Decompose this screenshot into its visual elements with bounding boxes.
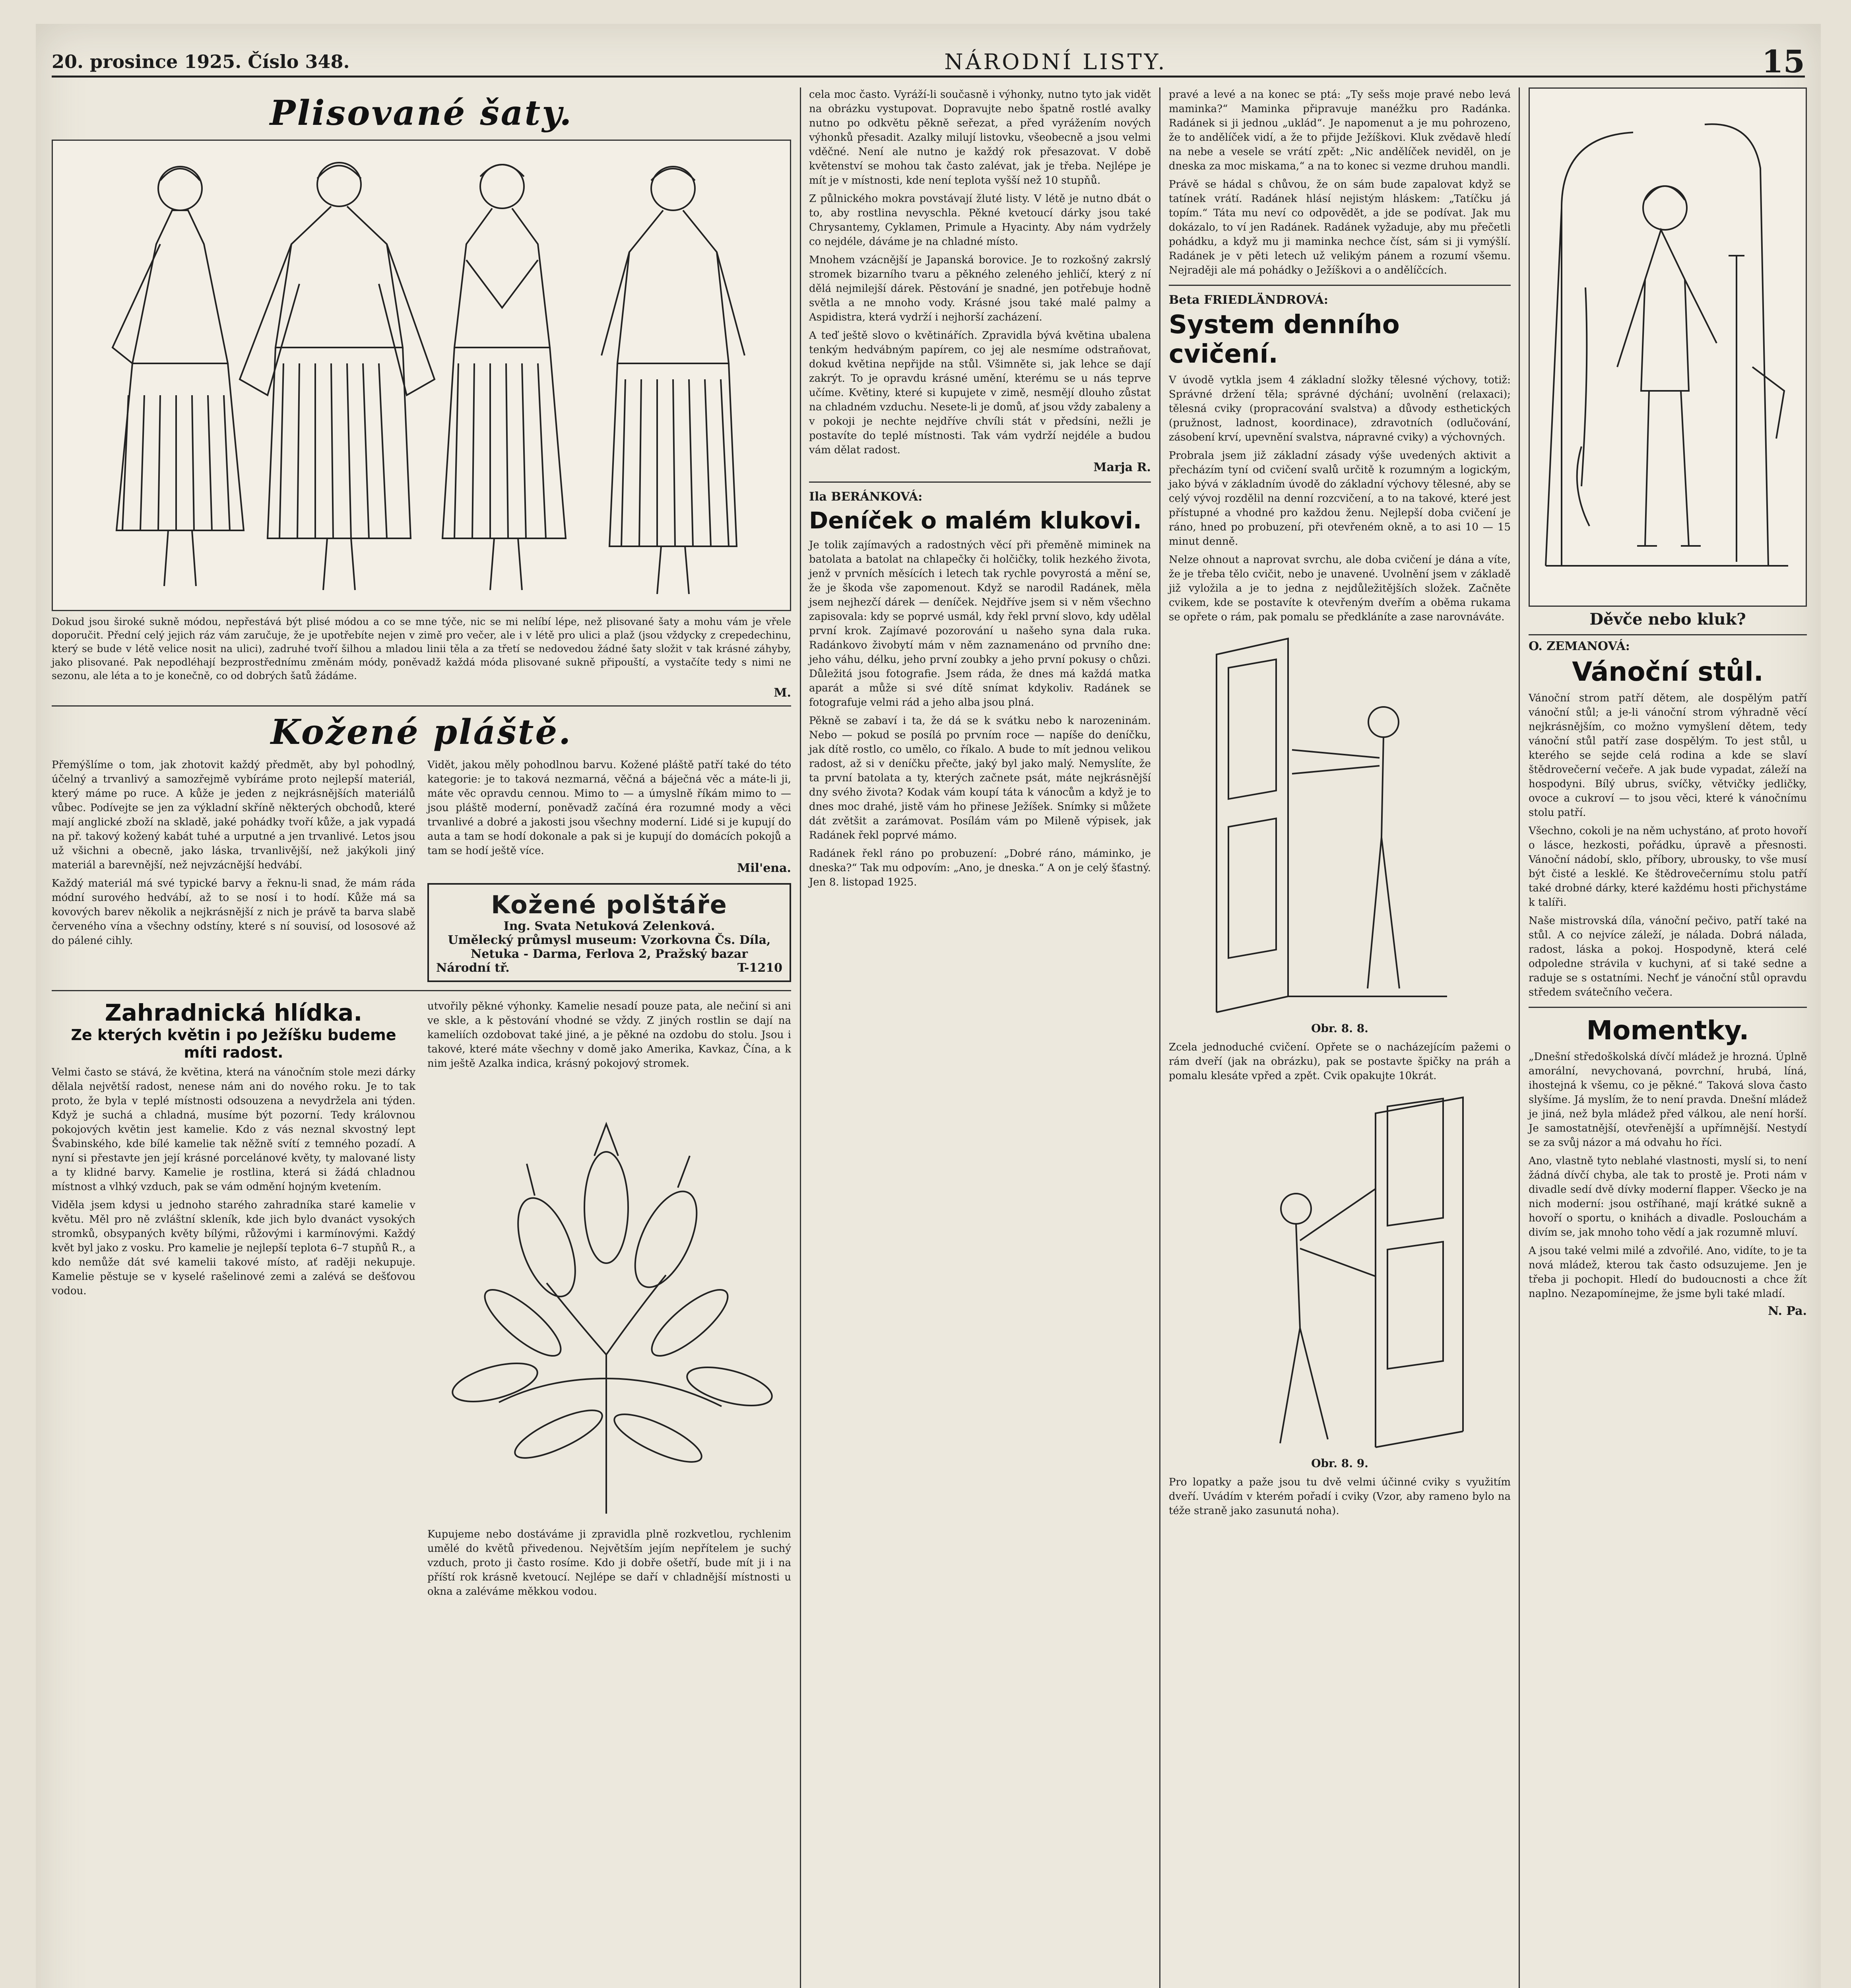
divider xyxy=(52,705,791,707)
zahradnicka-section xyxy=(52,999,791,1599)
newspaper-title: NÁRODNÍ LISTY. xyxy=(944,49,1167,74)
col3-text-a: cela moc často. Vyráží-li současně i výhonky, nutno tyto jak vidět na obrázku vystupovat. Dopravujte nebo špatně rostlé avalky nutno po odkvětu pěkně seřezat, a před vyrážením nových výhonků přesadit. Azalky milují listovku, všeobecně a jsou velmi vděčné. Není ale nutno je každý rok přesazovat. V době květenství se mohou tak často zalévat, jak je třeba. Nejlépe je mít je v místnosti, kde není teplota vyšší než 10 stupňů. xyxy=(809,89,1151,186)
system-text-4: Zcela jednoduché cvičení. Opřete se o nacházejícím pažemi o rám dveří (jak na obrázku), pak se postavte špičky na práh a pomalu klesáte vpřed a zpět. Cvik opakujte 10krát. xyxy=(1169,1041,1511,1082)
ad-line-4: Národní tř. xyxy=(436,961,510,975)
system-author: Beta FRIEDLÄNDROVÁ: xyxy=(1169,293,1328,307)
ad-line-2: Umělecký průmysl museum: Vzorkovna Čs. Díla, xyxy=(448,933,771,947)
headline-momentky: Momentky. xyxy=(1586,1015,1749,1046)
ad-title: Kožené polštáře xyxy=(491,890,728,919)
ad-footer xyxy=(436,961,782,975)
kozene-signature: Mil'ena. xyxy=(737,861,791,875)
advertisement-kozene-polstare xyxy=(427,883,791,982)
momentky-text-3: A jsou také velmi milé a zdvořilé. Ano, vidíte, to je ta nová mládež, kterou tak často odsuzujeme. Jen je třeba ji pochopit. Hledí do budoucnosti a chce žít naplno. Nezapomínejme, že jsme byli také mladí. xyxy=(1529,1245,1807,1300)
kozene-text-b: Vidět, jakou měly pohodlnou barvu. Kožené pláště patří také do této kategorie: je to taková nezmarná, věčná a báječná věc a máte-li ji, máte věc opravdu cennou. Mimo to — a úmyslně říkám mimo to — jsou pláště moderní, poněvadž začíná éra rozumné mody a věci trvanlivé a dobré a jakosti jsou všechny moderní. Lidé si je kupují do auta a tam se hodí dokonale a pak si je kupují do domácích pokojů a tam se hodí ještě více. xyxy=(427,759,791,857)
kozene-text-a: Přemýšlíme o tom, jak zhotovit každý předmět, aby byl pohodlný, účelný a trvanlivý a samozřejmě vybíráme proto nejlepší materiál, který máme po ruce. A kůže je jeden z nejkrásnějších materiálů vůbec. Podívejte se jen za výkladní skříně některých obchodů, které mají anglické zboží na skladě, jaké pohádky tvoří kůže, a jak vypadá na př. takový kožený kabát tuhé a urputné a jen trvanlivé. Letos jsou už všichni a obecně, jako láska, trvanlivější, než jakýkoli jiný materiál a barevnější, než nejvzácnější hedvábí. xyxy=(52,759,415,871)
column-rule xyxy=(1519,87,1520,1988)
zahradnicka-text-2: Viděla jsem kdysi u jednoho starého zahradníka staré kamelie v květu. Měl pro ně zvláštní skleník, kde jich bylo dvanáct vysokých stromků, obsypaných květy bílými, růžovými i karmínovými. Každý květ byl jako z vosku. Pro kamelie je nejlepší teplota 6–7 stupňů R., a kdo nemůže dát své kamelii takové místo, ať raději nekupuje. Kamelie pěstuje se v kyselé rašelinové zemi a zalévá se dešťovou vodou. xyxy=(52,1199,415,1297)
col4-text-b: Právě se hádal s chůvou, že on sám bude zapalovat když se tatínek vrátí. Radánek hlásí nejistým hláskem: „Tatíčku já topím.“ Táta mu neví co odpovědět, a jde se podívat. Jak mu dokázalo, to ví jen Radánek. Radánek vyžaduje, aby mu přečetli pohádku, a když mu ji maminka nechce číst, sám si ji vymýšlí. Radánek je v pěti letech už velikým pánem a rozumí všemu. Nejraději ale má pohádky o Ježíškovi a o andělíčcích. xyxy=(1169,179,1511,276)
col4-text-a: pravé a levé a na konec se ptá: „Ty sešs moje pravé nebo levá maminka?“ Maminka připravuje manéžku pro Radánka. Radánek si ji jednou „uklád“. Je napomenut a je mu pohrozeno, že to andělíček vidí, a že to přijde Ježíškovi. Kluk zvědavě hledí na nebe a vesele se vrátí zpět: „Nic andělíček neviděl, on je dneska za moc miskama,“ a na to konec si vezme druhou mandli. xyxy=(1169,89,1511,172)
newspaper-page xyxy=(36,24,1821,1988)
column-rule xyxy=(800,87,801,1988)
azalea-illustration xyxy=(427,1076,791,1522)
vanocni-text: Vánoční strom patří dětem, ale dospělým patří vánoční stůl; a je-li vánoční strom výhradně věcí nejkrásnějším, co možno vymyšlení dětem, tedy vánoční stůl patří zase dospělým. To jest stůl, u kterého se sejde celá rodina a kde se slaví štědrovečerní večeře. A jak bude vypadat, záleží na hospodyni. Bílý ubrus, svíčky, větvičky jedličky, ovoce a cukroví — to jsou věci, které k vánočnímu stolu patří. xyxy=(1529,692,1807,819)
momentky-signature: N. Pa. xyxy=(1768,1304,1807,1318)
deniceck-author: Ila BERÁNKOVÁ: xyxy=(809,490,923,504)
system-text: V úvodě vytkla jsem 4 základní složky tělesné výchovy, totiž: Správné držení těla; správné dýchání; uvolnění (relaxaci); tělesná cviky (propracování svalstva) a důvody esthetických (pružnost, ladnost, koordinace), zdravotních (odlučování, zásobení krví, upevnění svalstva, nápravné cviky) a výchovných. xyxy=(1169,374,1511,443)
col3-signature: Marja R. xyxy=(1093,460,1151,474)
kozene-text-c: Každý materiál má své typické barvy a řeknu-li snad, že mám ráda módní surového hedvábí, až to se nosí i to hodí. Kůže má sa kovových barev několik a nejkrásnější z nich je právě ta barva slabě červeného vína a všechny odstíny, které s ní souvisí, od lososové až do pálené cihly. xyxy=(52,878,415,947)
pleated-dresses-drawing xyxy=(53,141,790,608)
divider xyxy=(52,990,791,991)
fashion-illustration xyxy=(52,140,791,611)
azalea-plant-drawing xyxy=(427,1076,791,1522)
column-5 xyxy=(1529,87,1807,1318)
column-rule xyxy=(1159,87,1160,1988)
divider xyxy=(1529,1007,1807,1008)
system-text-3: Nelze ohnout a naprovat svrchu, ale doba cvičení je dána a víte, že je třeba tělo cvičit, nebo je unavené. Uvolnění jsem v základě již vyložila a je to jedna z nejdůležitějších složek. Začněte cvikem, kde se postavíte k otevřeným dveřím a oběma rukama se opřete o rám, pak pomalu se předkláníte a zase narovnáváte. xyxy=(1169,554,1511,623)
headline-system: System denního cvičení. xyxy=(1169,310,1400,369)
figure-1-label: Obr. 8. 8. xyxy=(1311,1022,1368,1035)
vanocni-text-2: Všechno, cokoli je na něm uchystáno, ať proto hovoří o lásce, hezkosti, pořádku, úpravě a přesnosti. Vánoční nádobí, sklo, příbory, ubrousky, to vše musí být čisté a lesklé. Ke štědrovečernímu stolu patří také drobné dárky, které každému hosti přichystáme k talíři. xyxy=(1529,825,1807,909)
plisovane-signature: M. xyxy=(774,686,791,700)
kozene-body xyxy=(52,758,791,982)
ad-firm: Ing. Svata Netuková Zelenková. xyxy=(503,919,715,933)
headline-plisovane: Plisované šaty. xyxy=(270,93,573,133)
cartoon-illustration xyxy=(1529,87,1807,607)
ad-phone: T-1210 xyxy=(737,961,782,975)
page-number: 15 xyxy=(1762,43,1805,80)
headline-kozene: Kožené pláště. xyxy=(270,712,572,752)
exercise-figure-2 xyxy=(1169,1089,1511,1471)
system-text-5: Pro lopatky a paže jsou tu dvě velmi účinné cviky s využitím dveří. Uvádím v kterém pořadí i cviky (Vzor, aby rameno bylo na téže straně jako zasunutá noha). xyxy=(1169,1476,1511,1517)
momentky-text: „Dnešní středoškolská dívčí mládež je hrozná. Úplně amorální, nevychovaná, povrchní, hrubá, líná, ihostejná k všemu, co je pěkné.“ Taková slova často slyšíme. Já myslím, že to není pravda. Dnešní mládež je jiná, než byla mládež před válkou, ale není horší. Je samostatnější, otevřenější a upřímnější. Nestydí se za svůj názor a má odvahu ho říci. xyxy=(1529,1051,1807,1149)
deniceck-quote: Radánek řekl ráno po probuzení: „Dobré ráno, máminko, je dneska?“ Tak mu odpovím: „Ano, je dneska.“ A on je celý šťastný. Jen 8. listopad 1925. xyxy=(809,848,1151,888)
door-exercise-drawing-1 xyxy=(1169,631,1511,1020)
deniceck-text-2: Pěkně se zabaví i ta, že dá se k svátku nebo k narozeninám. Nebo — pokud se posílá po prvním roce — napíše do deníčku, jak dítě rostlo, co umělo, co říkalo. A bude to mít jednou velikou radost, až si v deníčku přečte, jaký byl jako malý. Nemyslíte, že ta první batolata a ty, kterých začnete psát, máte nejkrásnější dny svého života? Kodak vám koupí táta k vánocům a když je to dnes moc drahé, jistě vám ho přinese Ježíšek. Snímky si můžete dát zvětšit a zarámovat. Posílám vám po Mileně výpisek, jak Radánek řekl poprvé mámo. xyxy=(809,715,1151,841)
issue-date: 20. prosince 1925. Číslo 348. xyxy=(52,51,350,72)
zahradnicka-text-4: Kupujeme nebo dostáváme ji zpravidla plně rozkvetlou, rychlenim umělé do květů přivedenou. Největším jejím nepřítelem je suchý vzduch, proto ji často rosíme. Kdo ji dobře ošetří, bude mít ji i na příští rok krásně kvetoucí. Nejlépe se daří v chladnější místnosti u okna a zaléváme měkkou vodou. xyxy=(427,1528,791,1598)
exercise-figure-1 xyxy=(1169,631,1511,1036)
vanocni-author: O. ZEMANOVÁ: xyxy=(1529,639,1630,653)
col3-text-d: A teď ještě slovo o květinářích. Zpravidla bývá květina ubalena tenkým hedvábným papírem, co jej ale nesmíme odstraňovat, dokud květina nepřijde na stůl. Všimněte si, jak lehce se dají zakrýt. To je opravdu krásné umění, kterému se u nás teprve učíme. Květiny, které si kupujete v zimě, nesmějí dlouho zůstat na chladném vzduchu. Nesete-li je domů, ať jsou vždy zabaleny a v pokoji je nechte nejdříve chvíli stát v předsíni, nežli je postavíte do teplé místnosti. Tak vám vydrží nejdéle a budou vám dělat radost. xyxy=(809,330,1151,456)
masthead xyxy=(52,43,1805,80)
zahradnicka-text-3: utvořily pěkné výhonky. Kamelie nesadí pouze pata, ale nečiní si ani ve skle, a k pěstování vhodné se vždy. Z jiných rostlin se dají na kameliích ozdobovat také jiné, a je pěkné na ozdobu do stolu. Jsou i takové, které máte všechny v domě jako Amerika, Kavkaz, Čína, a k nim ještě Azalka indica, krásný pokojový stromek. xyxy=(427,1000,791,1070)
divider xyxy=(809,481,1151,483)
column-4 xyxy=(1169,87,1511,1518)
divider xyxy=(1169,285,1511,286)
door-exercise-drawing-2 xyxy=(1169,1089,1511,1455)
left-section xyxy=(52,87,791,1599)
cartoon-caption: Děvče nebo kluk? xyxy=(1589,610,1746,629)
headline-zahradnicka: Zahradnická hlídka. xyxy=(105,999,363,1026)
divider xyxy=(1529,634,1807,635)
col3-text-c: Mnohem vzácnější je Japanská borovice. Je to rozkošný zakrslý stromek bizarního tvaru a pěkného zeleného jehličí, který z ní dělá nejmilejší dárek. Pěstování je snadné, jen potřebuje hodně světla a ne mnoho vody. Krásné jsou také malé palmy a Aspidistra, která vydrží i nejhorší zacházení. xyxy=(809,254,1151,323)
deniceck-text: Je tolik zajímavých a radostných věcí při přeměně miminek na batolata a batolat na chlapečky či holčičky, tolik hezkého života, jenž v prvních měsících i letech tak rychle povyrostá a mění se, že je škoda vše zapomenout. Když se narodil Radánek, měla jsem nejhezčí dárek — deníček. Nejdříve jsem si v něm všechno zapisovala: kdy se poprvé usmál, kdy řekl první slovo, kdy udělal první krok. Zajímavé pozorování u našeho syna dala ruka. Radánkovo živobytí mám v něm zaznamenáno od prvního dne: jeho váhu, délku, jeho první zoubky a jeho první pokusy o chůzi. Důležitá jsou fotografie. Jsem ráda, že dnes má každá matka aparát a může si své dítě snímat kdykoliv. Radánek se fotografuje velmi rád a jeho alba jsou plná. xyxy=(809,539,1151,709)
col3-text-b: Z půlnického mokra povstávají žluté listy. V létě je nutno dbát o to, aby rostlina nevyschla. Pěkné kvetoucí dárky jsou také Chrysantemy, Cyklamen, Primule a Hyacinty. Aby nám vydržely co nejdéle, dáváme je na chladné místo. xyxy=(809,193,1151,248)
subhead-zahradnicka: Ze kterých květin i po Ježíšku budeme míti radost. xyxy=(71,1026,396,1061)
zahradnicka-text: Velmi často se stává, že květina, která na vánočním stole mezi dárky dělala největší radost, nenese nám ani do nového roku. Je to tak proto, že byla v teplé místnosti odsouzena a nevydržela ani týden. Když je suchá a chladná, musíme být pozorní. Tedy královnou pokojových květin jest kamelie. Kdo z vás neznal skvostný lept Švabinského, kde bílé kamelie tak něžně svítí z temného pozadí. A nyní si přestavte jen její krásné porcelánové květy, ty malované listy a ty klidné barvy. Kamelie je rostlina, která si žádá chladnou místnost a vlhký vzduch, pak se vám odmění hojným kvetením. xyxy=(52,1066,415,1193)
headline-vanocni: Vánoční stůl. xyxy=(1572,656,1764,687)
figure-2-label: Obr. 8. 9. xyxy=(1311,1457,1368,1470)
vanocni-text-3: Naše mistrovská díla, vánoční pečivo, patří také na stůl. A co nejvíce záleží, je nálada. Dobrá nálada, radost, láska a pokoj. Hospodyně, která celé odpoledne strávila v kuchyni, ať si také sedne a raduje se s ostatními. Nechť je vánoční stůl opravdu středem svátečního večera. xyxy=(1529,915,1807,998)
system-text-2: Probrala jsem již základní zásady výše uvedených aktivit a přecházím tyní od cvičení svalů určitě k rozumným a logickým, jako bývá v základním úvodě do základní výchovy tělesné, aby se celý vývoj rozdělil na denní rozcvičení, a to na takové, které jest přístupné a vhodné pro každou ženu. Nejlepší doba cvičení je ráno, hned po probuzení, při otevřeném okně, a to asi 10 — 15 minut denně. xyxy=(1169,450,1511,547)
girl-or-boy-cartoon xyxy=(1530,89,1806,603)
headline-deniceck: Deníček o malém klukovi. xyxy=(809,507,1142,534)
momentky-text-2: Ano, vlastně tyto neblahé vlastnosti, myslí si, to není žádná dívčí chyba, ale tak to prostě je. Proti nám v divadle sedí dvě dívky moderní flapper. Všecko je na nich moderní: jsou ostříhané, mají krátké sukně a hovoří o sportu, o knihách a divadle. Poslouchám a divím se, jak mnoho toho vědí a jak rozumně mluví. xyxy=(1529,1155,1807,1239)
ad-line-3: Netuka - Darma, Ferlova 2, Pražský bazar xyxy=(470,947,748,961)
column-3 xyxy=(809,87,1151,889)
plisovane-caption: Dokud jsou široké sukně módou, nepřestává být plisé módou a co se mne týče, nic se mi nelíbí lépe, než plisované šaty a mohu vám je vřele doporučit. Přední celý jejich ráz vám zaručuje, že je upotřebíte nejen v zimě pro večer, ale i v létě pro ulici a plaž (jsou vždycky z crepedechinu, který se bude v létě velice nosit na ulici), zadruhé tvoří šilhou a mladou linii těla a za třetí se nedovedou žádné šaty složit v tak krásné záhyby, jako plisované. Pak nepodléhají bezprostřednímu změnám módy, poněvadž každá móda plisované sukně připouští, a vystačíte tedy s nimi ne sezonu, ale léta a to je konečně, co od dobrých šatů žádáme. xyxy=(52,616,791,681)
